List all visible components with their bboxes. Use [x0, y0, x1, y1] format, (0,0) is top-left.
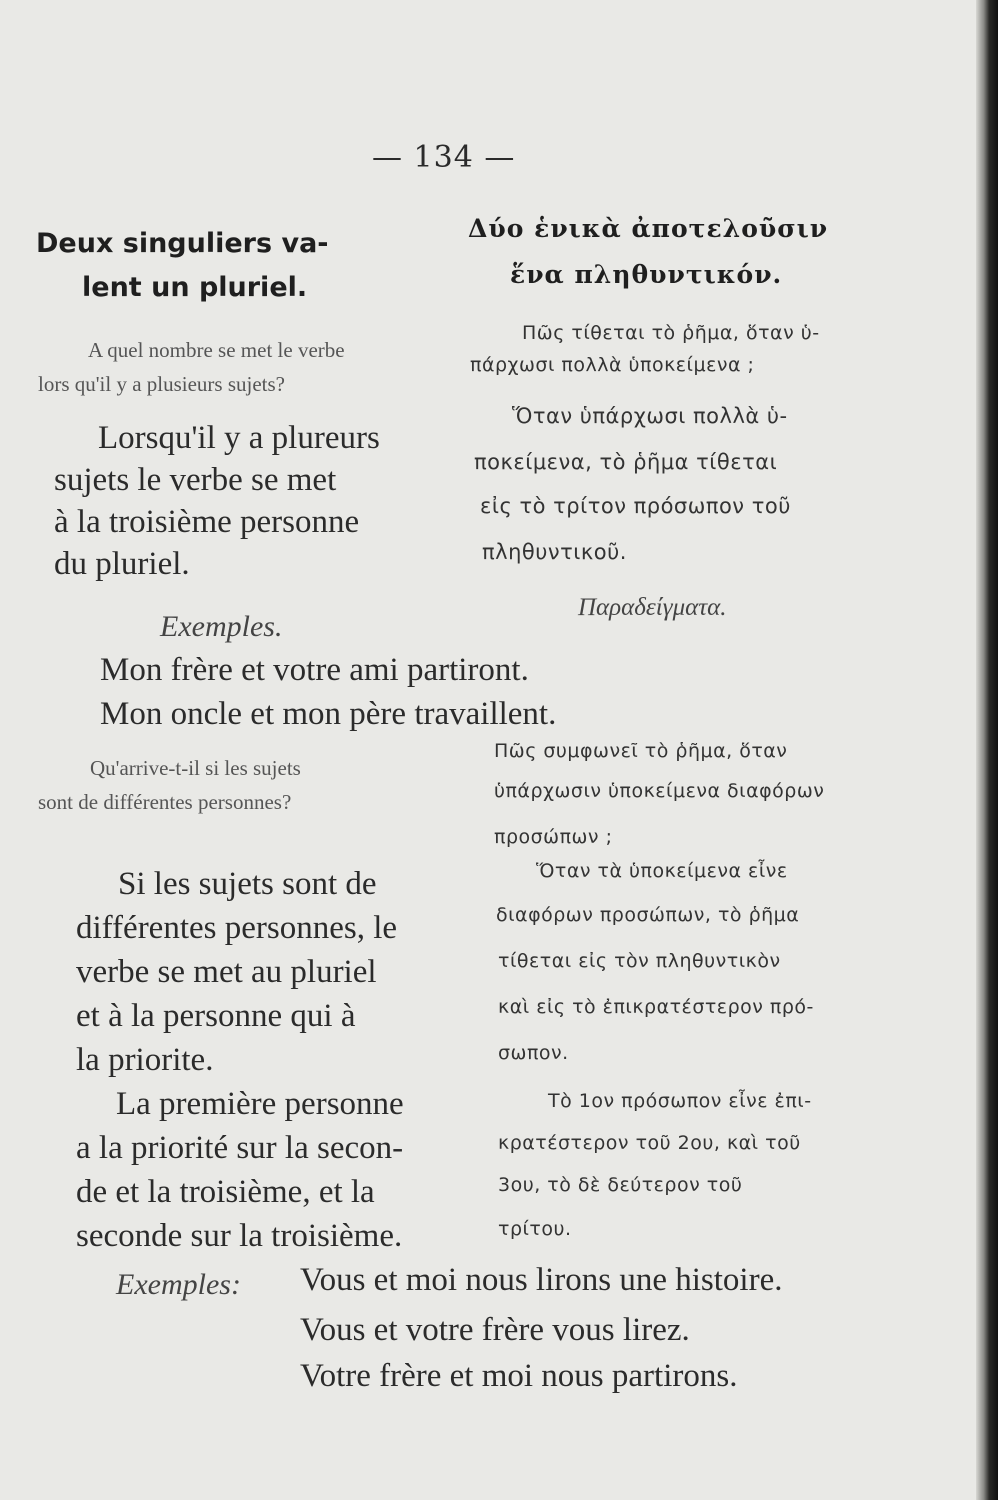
examples2-line3: Votre frère et moi nous partirons. — [300, 1358, 738, 1394]
answer3-fr-line4: seconde sur la troisième. — [76, 1218, 403, 1254]
examples-label-gr: Παραδείγματα. — [578, 594, 727, 621]
answer1-fr-line1: Lorsqu'il y a plureurs — [98, 420, 380, 456]
page-edge-shadow — [976, 0, 998, 1500]
answer2-gr-line1: Ὅταν τὰ ὑποκείμενα εἶνε — [536, 860, 788, 882]
question1-gr-line1: Πῶς τίθεται τὸ ῥῆμα, ὅταν ὑ- — [522, 322, 820, 344]
question2-fr-line1: Qu'arrive-t-il si les sujets — [90, 756, 301, 780]
answer3-fr-line3: de et la troisième, et la — [76, 1174, 375, 1210]
answer1-gr-line4: πληθυντικοῦ. — [482, 540, 627, 564]
heading-fr-line1: Deux singuliers va- — [36, 228, 329, 259]
example1-line1: Mon frère et votre ami partiront. — [100, 652, 529, 688]
answer1-fr-line2: sujets le verbe se met — [54, 462, 337, 498]
question2-fr-line2: sont de différentes personnes? — [38, 790, 292, 814]
example1-line2: Mon oncle et mon père travaillent. — [100, 696, 557, 732]
answer1-gr-line2: ποκείμενα, τὸ ῥῆμα τίθεται — [474, 450, 778, 474]
heading-gr-line2: ἕνα πληθυντικόν. — [510, 260, 783, 289]
answer2-fr-line4: et à la personne qui à — [76, 998, 356, 1034]
answer2-gr-line4: καὶ εἰς τὸ ἐπικρατέστερον πρό- — [498, 996, 814, 1018]
examples2-line1: Vous et moi nous lirons une histoire. — [300, 1262, 783, 1298]
answer2-gr-line2: διαφόρων προσώπων, τὸ ῥῆμα — [496, 904, 800, 926]
answer3-fr-line1: La première personne — [116, 1086, 404, 1122]
heading-fr-line2: lent un pluriel. — [82, 272, 308, 303]
answer3-fr-line2: a la priorité sur la secon- — [76, 1130, 404, 1166]
answer2-fr-line3: verbe se met au pluriel — [76, 954, 377, 990]
question2-gr-line3: προσώπων ; — [494, 826, 613, 848]
answer1-gr-line3: εἰς τὸ τρίτον πρόσωπον τοῦ — [480, 494, 791, 518]
examples2-label: Exemples: — [116, 1268, 241, 1301]
answer2-gr-line3: τίθεται εἰς τὸν πληθυντικὸν — [498, 950, 781, 972]
examples-label-fr: Exemples. — [160, 610, 283, 643]
answer1-fr-line4: du pluriel. — [54, 546, 190, 582]
heading-gr-line1: Δύο ἑνικὰ ἀποτελοῦσιν — [468, 214, 829, 243]
answer3-gr-line3: 3ου, τὸ δὲ δεύτερον τοῦ — [498, 1174, 743, 1196]
answer2-gr-line5: σωπον. — [498, 1042, 569, 1064]
answer2-fr-line2: différentes personnes, le — [76, 910, 398, 946]
answer1-fr-line3: à la troisième personne — [54, 504, 360, 540]
question1-fr-line2: lors qu'il y a plusieurs sujets? — [38, 372, 286, 396]
answer2-fr-line5: la priorite. — [76, 1042, 214, 1078]
answer3-gr-line2: κρατέστερον τοῦ 2ου, καὶ τοῦ — [498, 1132, 801, 1154]
question2-gr-line2: ὑπάρχωσιν ὑποκείμενα διαφόρων — [494, 780, 825, 802]
answer1-gr-line1: Ὅταν ὑπάρχωσι πολλὰ ὑ- — [512, 404, 788, 428]
question1-fr-line1: A quel nombre se met le verbe — [88, 338, 345, 362]
question2-gr-line1: Πῶς συμφωνεῖ τὸ ῥῆμα, ὅταν — [494, 740, 788, 762]
examples2-line2: Vous et votre frère vous lirez. — [300, 1312, 690, 1348]
page-number: — 134 — — [372, 140, 516, 175]
question1-gr-line2: πάρχωσι πολλὰ ὑποκείμενα ; — [470, 354, 755, 376]
answer3-gr-line1: Τὸ 1ον πρόσωπον εἶνε ἐπι- — [548, 1090, 812, 1112]
answer2-fr-line1: Si les sujets sont de — [118, 866, 377, 902]
answer3-gr-line4: τρίτου. — [498, 1218, 572, 1240]
